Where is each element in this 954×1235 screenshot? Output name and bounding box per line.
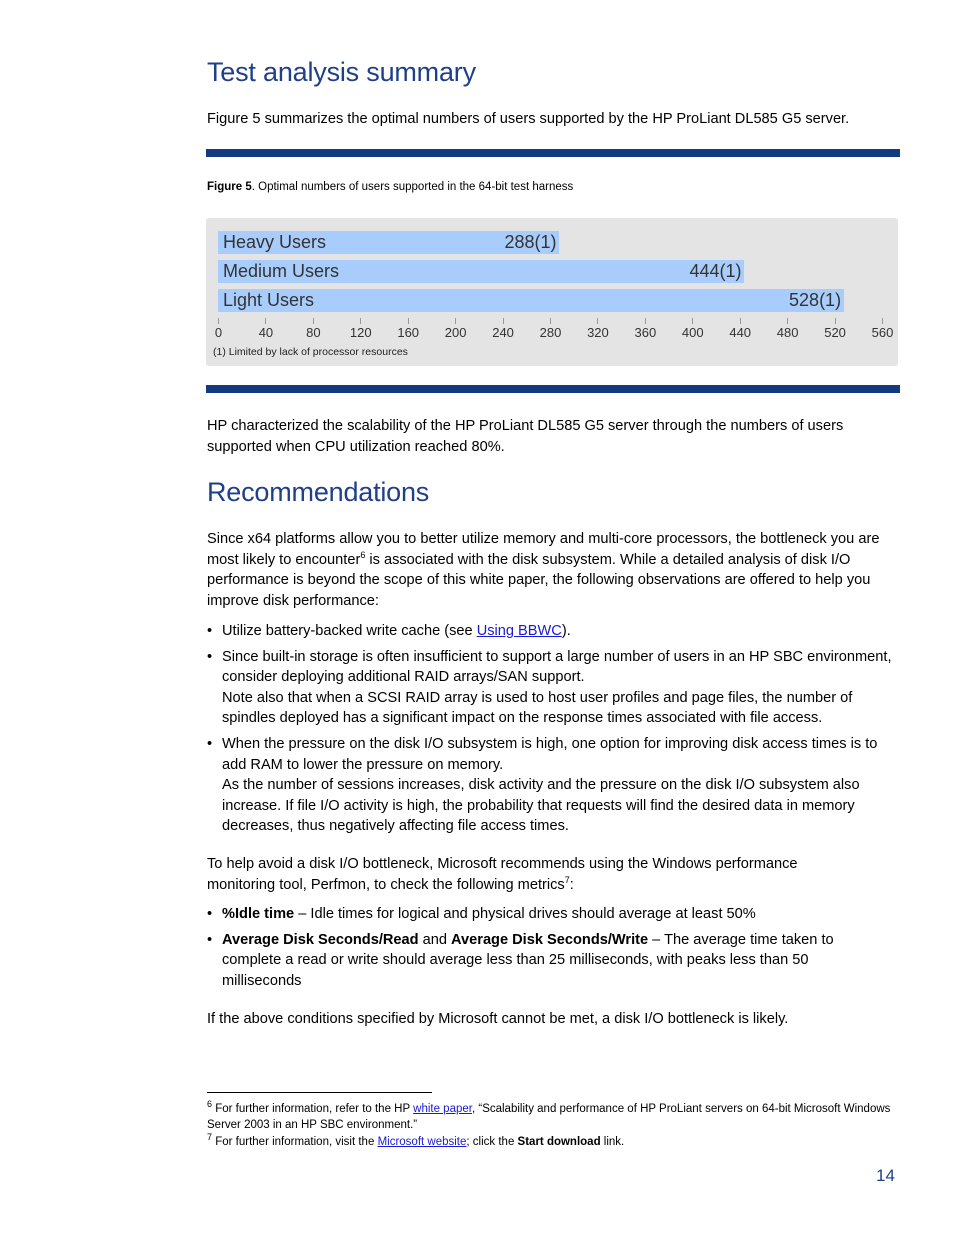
x-tick-label: 320	[587, 325, 609, 340]
avg-text: – The average time taken to complete a read or write should average less than 25 milliseconds, with peaks less than 50 milliseconds	[222, 931, 834, 989]
footnote-divider	[207, 1092, 432, 1093]
figure-top-rule	[206, 149, 900, 157]
x-tick	[360, 318, 361, 324]
footnote-7	[207, 1134, 897, 1150]
section-heading-test-analysis: Test analysis summary	[207, 57, 476, 87]
bar-label: Light Users	[223, 290, 315, 310]
x-tick	[740, 318, 741, 324]
rec-text-2: is associated with the disk subsystem. While a detailed analysis of disk I/O performance is beyond the scope of this white paper, the following observations are offered to help you improve disk performance:	[207, 551, 871, 609]
fn6-text-before: For further information, refer to the HP	[212, 1103, 414, 1115]
figure-caption-text: . Optimal numbers of users supported in the 64-bit test harness	[251, 181, 574, 193]
white-paper-link[interactable]: white paper	[413, 1103, 472, 1115]
intro-paragraph: Figure 5 summarizes the optimal numbers of users supported by the HP ProLiant DL585 G5 server.	[207, 111, 850, 127]
list-item	[207, 734, 895, 837]
bar-value-label: 444(1)	[689, 261, 742, 281]
bbwc-text-after: ).	[561, 623, 571, 639]
x-tick	[218, 318, 219, 324]
page-number: 14	[876, 1166, 895, 1185]
microsoft-website-link[interactable]: Microsoft website	[377, 1136, 467, 1148]
fn7-text-before: For further information, visit the	[212, 1136, 378, 1148]
bbwc-text-before: Utilize battery-backed write cache (see	[222, 623, 477, 639]
bar-value-label: 528(1)	[789, 290, 842, 310]
idle-time-text: – Idle times for logical and physical drives should average at least 50%	[294, 906, 756, 922]
bullet-icon: •	[207, 906, 213, 922]
section-heading-recommendations: Recommendations	[207, 477, 430, 507]
x-tick-label: 280	[539, 325, 562, 340]
bullet-icon: •	[207, 648, 213, 665]
rec-text-1: Since x64 platforms allow you to better utilize memory and multi-core processors, the bottleneck you are most likely to encounter	[207, 531, 880, 568]
x-tick-label: 40	[258, 325, 274, 340]
and-text: and	[418, 931, 452, 948]
bullet-icon: •	[207, 931, 213, 948]
x-tick	[882, 318, 883, 324]
recommendations-paragraph	[207, 529, 897, 611]
fn7-text-mid: ; click the	[466, 1136, 518, 1148]
metrics-list	[207, 904, 867, 991]
avg-write-term: Average Disk Seconds/Write	[451, 931, 649, 948]
footnote-num-7: 7	[207, 1132, 213, 1143]
x-tick	[408, 318, 409, 324]
recommendations-list	[207, 621, 895, 837]
ram-note: As the number of sessions increases, disk activity and the pressure on the disk I/O subsystem also increase. If file I/O activity is high, the probability that requests will find the desired data in memory decreases, thus negatively affecting file access times.	[222, 777, 860, 835]
x-tick-label: 160	[397, 325, 420, 340]
using-bbwc-link[interactable]: Using BBWC	[476, 623, 562, 639]
storage-text: Since built-in storage is often insufficient to support a large number of users in an HP SBC environment, consider deploying additional RAID arrays/SAN support.	[222, 648, 892, 686]
x-tick-label: 560	[871, 325, 894, 340]
bar-label: Medium Users	[223, 261, 340, 281]
list-item	[207, 930, 867, 992]
bullet-icon: •	[207, 735, 213, 752]
x-tick	[503, 318, 504, 324]
figure-label: Figure 5	[207, 181, 252, 193]
x-tick	[550, 318, 551, 324]
x-tick	[455, 318, 456, 324]
x-tick-label: 200	[444, 325, 467, 340]
figure-caption	[207, 181, 573, 193]
x-tick-label: 360	[634, 325, 657, 340]
footnote-ref-7[interactable]: 7	[564, 874, 570, 885]
x-tick	[645, 318, 646, 324]
x-tick	[313, 318, 314, 324]
x-tick-label: 120	[349, 325, 372, 340]
ram-text: When the pressure on the disk I/O subsystem is high, one option for improving disk access times is to add RAM to lower the pressure on memory.	[222, 735, 878, 773]
idle-time-term: %Idle time	[222, 906, 295, 922]
avg-read-term: Average Disk Seconds/Read	[222, 931, 419, 948]
metrics-paragraph	[207, 854, 867, 895]
storage-note: Note also that when a SCSI RAID array is used to host user profiles and page files, the number of spindles deployed has a significant impact on the response times associated with file access.	[222, 689, 853, 727]
list-item	[207, 621, 895, 642]
figure-bottom-rule	[206, 385, 900, 393]
x-tick-label: 480	[776, 325, 799, 340]
x-tick-label: 80	[306, 325, 321, 340]
x-tick	[265, 318, 266, 324]
fn7-text-after: link.	[600, 1136, 625, 1148]
x-tick	[597, 318, 598, 324]
x-tick	[835, 318, 836, 324]
x-tick-label: 0	[214, 325, 223, 340]
start-download-term: Start download	[517, 1136, 601, 1148]
chart-footnote: (1) Limited by lack of processor resources	[213, 346, 408, 358]
x-tick-label: 440	[729, 325, 752, 340]
x-tick	[692, 318, 693, 324]
footnote-6	[207, 1101, 897, 1133]
bar-value-label: 288(1)	[504, 232, 557, 252]
x-tick-label: 400	[681, 325, 704, 340]
x-tick	[787, 318, 788, 324]
bar-label: Heavy Users	[223, 232, 327, 252]
scalability-paragraph: HP characterized the scalability of the HP ProLiant DL585 G5 server through the numbers of users supported when CPU utilization reached 80%.	[207, 418, 844, 455]
x-tick-label: 520	[824, 325, 846, 340]
metrics-colon: :	[569, 876, 574, 893]
fn6-text-after: , “Scalability and performance of HP ProLiant servers on 64-bit Microsoft Windows Server 2003 in an HP SBC environment.”	[207, 1103, 891, 1131]
metrics-text: To help avoid a disk I/O bottleneck, Microsoft recommends using the Windows performance monitoring tool, Perfmon, to check the following metrics	[207, 856, 798, 893]
bullet-icon: •	[207, 623, 213, 639]
footnote-num-6: 6	[207, 1099, 213, 1110]
closing-paragraph: If the above conditions specified by Microsoft cannot be met, a disk I/O bottleneck is likely.	[207, 1011, 789, 1027]
list-item	[207, 647, 895, 729]
figure-chart	[206, 218, 898, 366]
list-item	[207, 904, 867, 925]
footnote-ref-6[interactable]: 6	[360, 549, 366, 560]
x-tick-label: 240	[492, 325, 514, 340]
